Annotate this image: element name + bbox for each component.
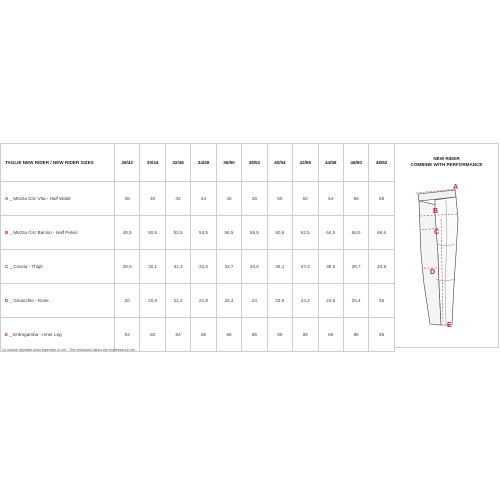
marker-c: C [434, 229, 440, 236]
measurement-cell: 33,7 [216, 250, 241, 284]
measurement-cell: 20 [115, 284, 140, 318]
measurement-cell: 23 [242, 284, 267, 318]
measurement-label [1, 284, 115, 318]
measurement-cell: 66,5 [343, 216, 368, 250]
size-col-header: 44/58 [318, 144, 343, 182]
measurement-cell: 39,7 [343, 250, 368, 284]
measurement-label-text: _ Entrogamba - Inner Leg [8, 332, 62, 337]
measurement-cell: 58 [369, 182, 394, 216]
measurement-cell: 37,3 [293, 250, 318, 284]
measurement-cell: 86 [343, 318, 368, 352]
measurement-cell: 86 [242, 318, 267, 352]
measurement-cell: 86 [293, 318, 318, 352]
figure-title-line1: NEW RIDER [433, 156, 460, 161]
measurement-cell: 42 [165, 182, 190, 216]
measurement-cell: 21,8 [191, 284, 216, 318]
measurement-letter: A [5, 196, 9, 201]
measurement-cell: 22,4 [216, 284, 241, 318]
measurement-cell: 52,5 [165, 216, 190, 250]
measurement-cell: 38,5 [318, 250, 343, 284]
measurement-cell: 20,6 [140, 284, 165, 318]
measurement-cell: 50,5 [140, 216, 165, 250]
measurement-label-text: _ Ginocchio - Knee [8, 298, 49, 303]
measurement-cell: 26 [369, 284, 394, 318]
measurement-cell: 86 [216, 318, 241, 352]
figure-title-line2: COMBINE WITH PERFORMANCE [410, 162, 483, 167]
measurement-letter: C [5, 264, 9, 269]
size-col-header: 40/54 [267, 144, 292, 182]
measurement-label [1, 318, 115, 352]
measurement-cell: 54 [318, 182, 343, 216]
measurement-cell: 28,9 [115, 250, 140, 284]
size-col-header: 34/48 [191, 144, 216, 182]
measurement-cell: 44 [191, 182, 216, 216]
measurement-cell: 24,8 [318, 284, 343, 318]
measurement-cell: 48,5 [115, 216, 140, 250]
size-col-header: 28/42 [115, 144, 140, 182]
marker-b: B [433, 208, 439, 215]
measurement-cell: 46 [216, 182, 241, 216]
pants-illustration [394, 144, 499, 349]
measurement-label-text: _ Mezza Circ Vita - Half Waist [8, 196, 71, 201]
measurement-cell: 82 [115, 318, 140, 352]
measurement-cell: 68,5 [369, 216, 394, 250]
marker-e: E [447, 322, 452, 329]
measurement-cell: 56,5 [216, 216, 241, 250]
measurement-cell: 21,2 [165, 284, 190, 318]
marker-d: D [430, 269, 436, 276]
measurement-cell: 83 [140, 318, 165, 352]
measurement-cell: 32,5 [191, 250, 216, 284]
size-col-header: 30/44 [140, 144, 165, 182]
measurement-cell: 40 [140, 182, 165, 216]
measurement-cell: 50 [267, 182, 292, 216]
size-chart-sheet [0, 143, 500, 358]
measurement-note: Le misure riportate sono espresse in cm - The measures taken are expressed in cm [2, 348, 136, 352]
measurement-cell: 62,5 [293, 216, 318, 250]
measurement-cell: 64,5 [318, 216, 343, 250]
measurement-cell: 24,2 [293, 284, 318, 318]
measurement-label [1, 182, 115, 216]
measurement-cell: 31,3 [165, 250, 190, 284]
measurement-cell: 85 [191, 318, 216, 352]
measurement-cell: 25,4 [343, 284, 368, 318]
marker-a: A [453, 184, 459, 191]
size-table [0, 143, 395, 352]
size-header-row [1, 144, 395, 182]
table-corner-title: TAGLIE NEW RIDER / NEW RIDER SIZES [1, 144, 115, 182]
measurement-cell: 86 [369, 318, 394, 352]
measurement-cell: 56 [343, 182, 368, 216]
size-col-header: 38/52 [242, 144, 267, 182]
measurement-label [1, 250, 115, 284]
measurement-cell: 58,5 [242, 216, 267, 250]
measurement-label-text: _ Mezza Circ Bacino - Half Pelvis [8, 230, 78, 235]
measurement-cell: 30,1 [140, 250, 165, 284]
measurement-letter: E [5, 332, 9, 337]
measurement-letter: B [5, 230, 9, 235]
measurement-label [1, 216, 115, 250]
measurement-cell: 52 [293, 182, 318, 216]
measurement-cell: 34,9 [242, 250, 267, 284]
measurement-row [1, 216, 395, 250]
size-col-header: 32/46 [165, 144, 190, 182]
measurement-cell: 60,5 [267, 216, 292, 250]
measurement-row [1, 250, 395, 284]
measurement-cell: 86 [318, 318, 343, 352]
measurement-cell: 36,1 [267, 250, 292, 284]
measurement-row [1, 318, 395, 352]
measurement-cell: 54,5 [191, 216, 216, 250]
measurement-row [1, 182, 395, 216]
measurement-label-text: _ Coscia - Thigh [8, 264, 43, 269]
measurement-cell: 23,6 [267, 284, 292, 318]
measurement-cell: 84 [165, 318, 190, 352]
measurement-cell: 40,9 [369, 250, 394, 284]
measurement-cell: 38 [115, 182, 140, 216]
measurement-cell: 48 [242, 182, 267, 216]
size-col-header: 48/62 [369, 144, 394, 182]
measurement-row [1, 284, 395, 318]
measurement-cell: 86 [267, 318, 292, 352]
size-col-header: 36/50 [216, 144, 241, 182]
pants-figure-panel [394, 143, 499, 348]
measurement-letter: D [5, 298, 9, 303]
size-col-header: 46/60 [343, 144, 368, 182]
size-col-header: 42/56 [293, 144, 318, 182]
